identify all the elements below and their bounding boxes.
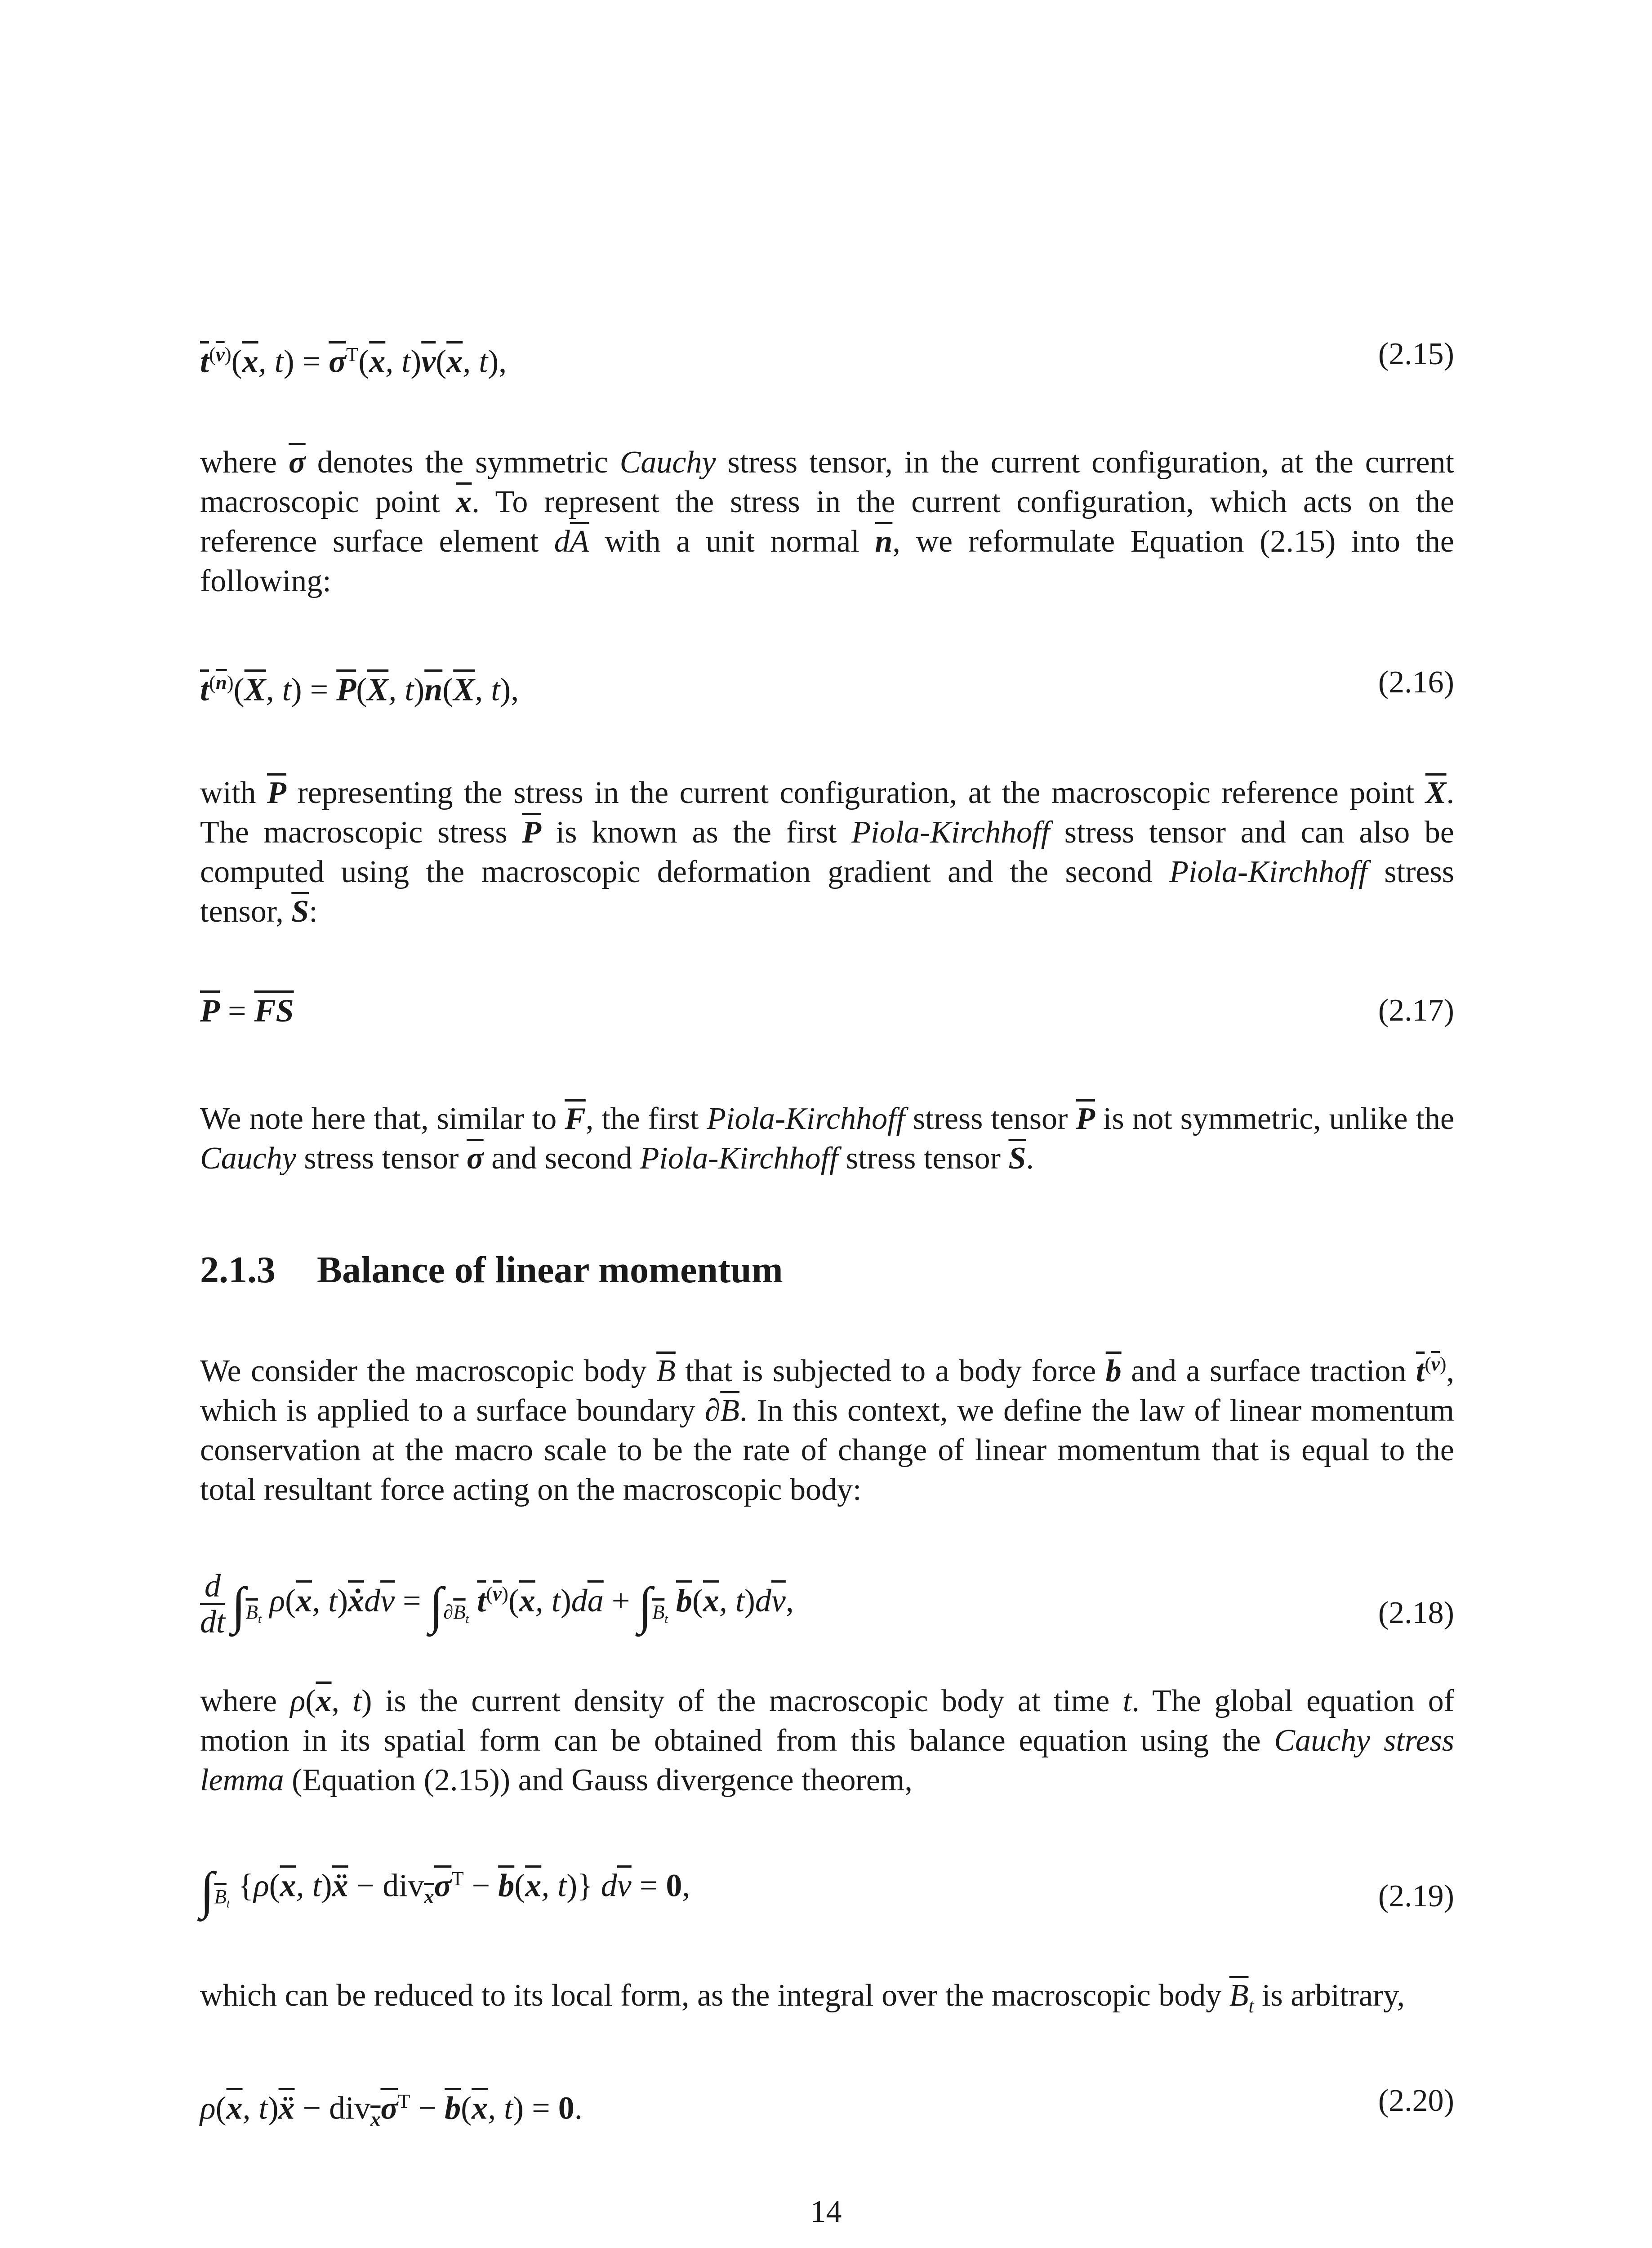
equation-number: (2.15)	[1378, 337, 1454, 371]
equation-body: $\overline{t}^{(\overline{n})}(\overline{X}$, $t) = \overline{P}(\overline{X}$, $t)\overline{n}(\overline{X}$, t),	[200, 671, 519, 708]
section-title: Balance of linear momentum	[317, 1249, 783, 1291]
equation-2-18	[200, 1569, 1454, 1659]
equation-body: $\overline{P} = \overline{FS}$	[200, 993, 294, 1029]
paragraph-piola-kirchhoff: with $\overline{P}$ representing the stress in the current configuration, at the macroscopic reference point $\overline{X}$. The macroscopic stress $\overline{P}$ is known as the first Piola-Kirchhoff stress tensor and can also be computed using the macroscopic deformation gradient and the second Piola-Kirchhoff stress tensor, $\overline{S}$:	[200, 776, 1455, 929]
equation-number: (2.16)	[1378, 665, 1454, 700]
equation-number: (2.18)	[1378, 1596, 1454, 1630]
equation-body: $\int_{\overline{B}_t}$ {$\rho(\overline{x}$, $t)\overline{ẍ} - div_{\overline{x}}\overline{\sigma}^T - \overline{b}(\overline{x}$, t)} $d\overline{v} = 0$,	[200, 1861, 690, 1919]
paragraph-global-equation: where $\rho(\overline{x}$, t) is the current density of the macroscopic body at time t. The global equation of motion in its spatial form can be obtained from this balance equation using the Cauchy stress lemma (Equation (2.15)) and Gauss divergence theorem,	[200, 1684, 1455, 1798]
section-heading	[200, 1248, 783, 1293]
equation-2-20	[200, 2079, 1454, 2133]
equation-body: $\frac{d}{dt}$ $\int_{\overline{B}_t}$ $\rho(\overline{x}$, $t)\overline{ẋ}d\overline{v} = \int_{\partial\overline{B}_t}$ $\overline{t}^{(\overline{\nu})}(\overline{x}$, $t)d\overline{a} + \int_{\overline{B}_t}$ $\overline{b}(\overline{x}$, $t)d\overline{v}$,	[200, 1568, 794, 1640]
equation-number: (2.20)	[1378, 2083, 1454, 2118]
equation-body: $\rho(\overline{x}$, $t)\overline{ẍ} - div_{\overline{x}}\overline{\sigma}^T - \overline{b}(\overline{x}$, t) = 0.	[200, 2090, 583, 2131]
equation-number: (2.19)	[1378, 1879, 1454, 1913]
equation-2-17	[200, 989, 1454, 1043]
page-number: 14	[810, 2194, 842, 2229]
equation-number: (2.17)	[1378, 993, 1454, 1028]
paragraph-cauchy-stress: where $\overline{\sigma}$ denotes the symmetric Cauchy stress tensor, in the current configuration, at the current macroscopic point $\overline{x}$. To represent the stress in the current configuration, which acts on the reference surface element $d\overline{A}$ with a unit normal $\overline{n}$, we reformulate Equation (2.15) into the following:	[200, 445, 1454, 598]
section-number: 2.1.3	[200, 1249, 276, 1291]
time-derivative: $\frac{d}{dt}$	[200, 1568, 226, 1640]
equation-2-16	[200, 661, 1454, 715]
paragraph-local-form: which can be reduced to its local form, as the integral over the macroscopic body $\overline{B}_t$ is arbitrary,	[200, 1978, 1405, 2017]
paragraph-symmetry-note: We note here that, similar to $\overline{F}$, the first Piola-Kirchhoff stress tensor $\overline{P}$ is not symmetric, unlike the Cauchy stress tensor $\overline{\sigma}$ and second Piola-Kirchhoff stress tensor $\overline{S}$.	[200, 1102, 1455, 1176]
equation-2-19	[200, 1857, 1454, 1938]
equation-2-15	[200, 333, 1454, 387]
equation-body: $\overline{t}^{(\overline{\nu})}(\overline{x}$, $t) = \overline{\sigma}^T(\overline{x}$, $t)\overline{\nu}(\overline{x}$, t),	[200, 343, 507, 379]
paragraph-linear-momentum: We consider the macroscopic body $\overline{B}$ that is subjected to a body force $\overline{b}$ and a surface traction $\overline{t}^{(\overline{\nu})}$, which is applied to a surface boundary $\partial\overline{B}$. In this context, we define the law of linear momentum conservation at the macro scale to be the rate of change of linear momentum that is equal to the total resultant force acting on the macroscopic body:	[200, 1353, 1455, 1507]
